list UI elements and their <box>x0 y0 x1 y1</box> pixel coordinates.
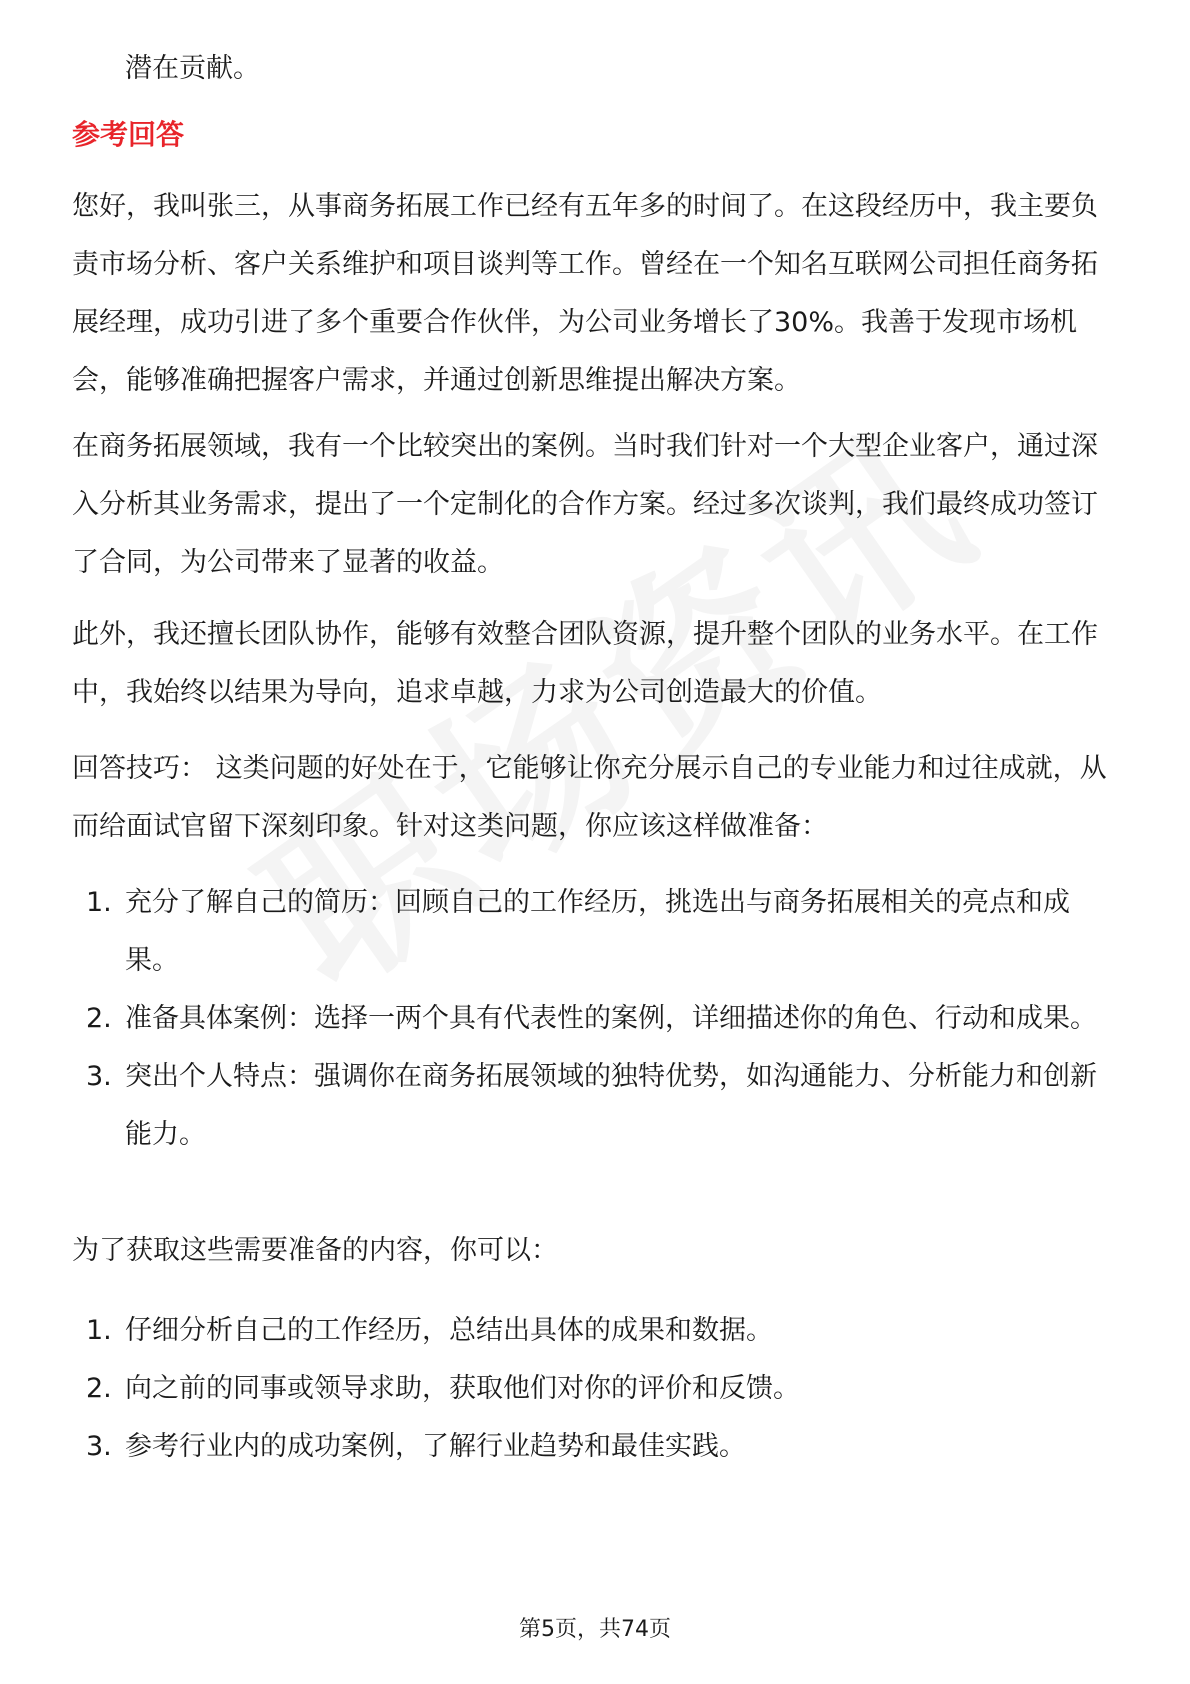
list-item: 1. 充分了解自己的简历：回顾自己的工作经历，挑选出与商务拓展相关的亮点和成果。 <box>86 887 1070 976</box>
continuation-text: 潜在贡献。 <box>125 53 260 84</box>
tips-intro: 回答技巧： 这类问题的好处在于，它能够让你充分展示自己的专业能力和过往成就，从而给面试官留下深刻印象。针对这类问题，你应该这样做准备： <box>72 753 1107 842</box>
list-item: 3. 参考行业内的成功案例，了解行业趋势和最佳实践。 <box>86 1431 746 1462</box>
list-item: 2. 向之前的同事或领导求助，获取他们对你的评价和反馈。 <box>86 1373 800 1404</box>
page-number-footer: 第5页，共74页 <box>519 1617 671 1642</box>
list-item: 1. 仔细分析自己的工作经历，总结出具体的成果和数据。 <box>86 1315 773 1346</box>
list-item: 3. 突出个人特点：强调你在商务拓展领域的独特优势，如沟通能力、分析能力和创新能力。 <box>86 1061 1097 1150</box>
prep-intro: 为了获取这些需要准备的内容，你可以： <box>72 1235 558 1266</box>
list-item: 2. 准备具体案例：选择一两个具有代表性的案例，详细描述你的角色、行动和成果。 <box>86 1003 1097 1034</box>
answer-paragraph-2: 在商务拓展领域，我有一个比较突出的案例。当时我们针对一个大型企业客户，通过深入分析其业务需求，提出了一个定制化的合作方案。经过多次谈判，我们最终成功签订了合同，为公司带来了显著的收益。 <box>72 431 1098 578</box>
section-heading: 参考回答 <box>72 118 185 151</box>
tips-list <box>72 874 1122 1164</box>
prep-list <box>72 1302 1122 1476</box>
answer-paragraph-1: 您好，我叫张三，从事商务拓展工作已经有五年多的时间了。在这段经历中，我主要负责市场分析、客户关系维护和项目谈判等工作。曾经在一个知名互联网公司担任商务拓展经理，成功引进了多个重要合作伙伴，为公司业务增长了30%。我善于发现市场机会，能够准确把握客户需求，并通过创新思维提出解决方案。 <box>72 191 1098 396</box>
answer-paragraph-3: 此外，我还擅长团队协作，能够有效整合团队资源，提升整个团队的业务水平。在工作中，我始终以结果为导向，追求卓越，力求为公司创造最大的价值。 <box>72 619 1098 708</box>
